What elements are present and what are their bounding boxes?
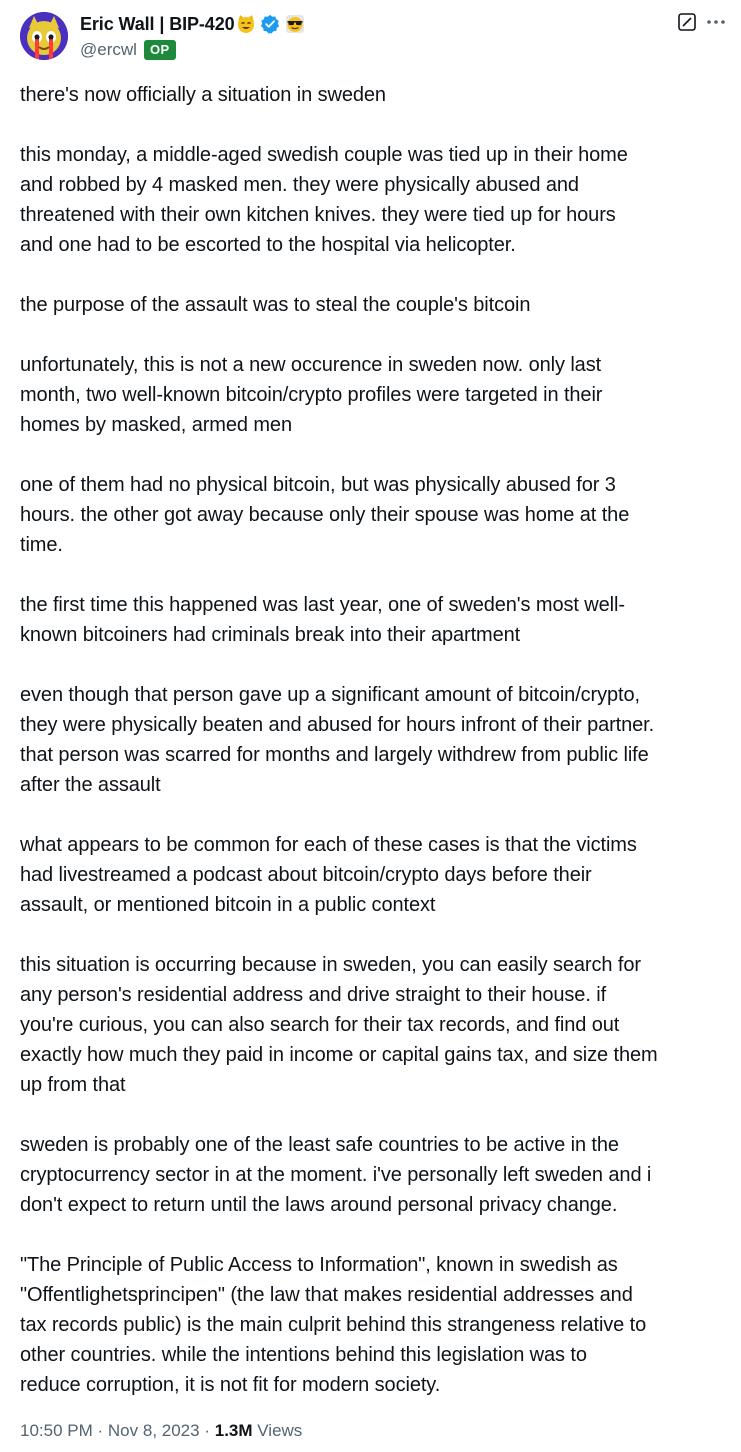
tweet-text xyxy=(20,80,732,1400)
avatar[interactable] xyxy=(20,12,68,60)
op-badge: OP xyxy=(144,40,176,60)
tweet-date[interactable]: Nov 8, 2023 xyxy=(107,1421,200,1440)
more-icon[interactable] xyxy=(705,12,727,32)
tweet-paragraph: the purpose of the assault was to steal the couple's bitcoin xyxy=(20,294,531,316)
smiling-cat-face-icon xyxy=(236,14,256,34)
tweet-paragraph: even though that person gave up a significant amount of bitcoin/crypto, they were physically beaten and abused for hours infront of their partner. that person was scarred for months and largely withdrew from public life after the assault xyxy=(20,684,655,796)
tweet-paragraph: the first time this happened was last year, one of sweden's most well- known bitcoiners had criminals break into their apartment xyxy=(20,594,625,646)
avatar-image xyxy=(20,12,68,60)
tweet-paragraph: what appears to be common for each of these cases is that the victims had livestreamed a podcast about bitcoin/crypto days before their assault, or mentioned bitcoin in a public context xyxy=(20,834,637,916)
views-count[interactable]: 1.3M xyxy=(214,1421,253,1440)
author-info xyxy=(80,12,647,62)
tweet-meta xyxy=(20,1418,302,1444)
author-handle[interactable]: @ercwl xyxy=(80,40,137,59)
tweet-paragraph: this monday, a middle-aged swedish couple was tied up in their home and robbed by 4 masked men. they were physically abused and threatened with their own kitchen knives. they were tied up for hours and one had to be escorted to the hospital via helicopter. xyxy=(20,144,628,256)
tweet-paragraph: there's now officially a situation in sweden xyxy=(20,84,386,106)
tweet-time[interactable]: 10:50 PM xyxy=(20,1421,93,1440)
display-name[interactable]: Eric Wall | BIP-420 xyxy=(80,13,235,34)
verified-badge-icon[interactable] xyxy=(260,14,280,34)
tweet-paragraph: "The Principle of Public Access to Information", known in swedish as "Offentlighetsprincipen" (the law that makes residential addresses and tax records public) is the main culprit behind this strangeness relative to other countries. while the intentions behind this legislation was to reduce corruption, it is not fit for modern society. xyxy=(20,1254,647,1396)
name-row xyxy=(80,12,647,36)
handle-row xyxy=(80,38,647,62)
views-label: Views xyxy=(257,1421,303,1440)
tweet-header xyxy=(20,8,727,66)
tweet-paragraph: unfortunately, this is not a new occurence in sweden now. only last month, two well-known bitcoin/crypto profiles were targeted in their homes by masked, armed men xyxy=(20,354,603,436)
edit-icon[interactable] xyxy=(677,12,697,32)
cool-face-icon xyxy=(285,14,305,34)
meta-separator: · xyxy=(97,1421,104,1440)
header-actions xyxy=(677,12,727,32)
meta-separator: · xyxy=(204,1421,210,1440)
tweet-paragraph: sweden is probably one of the least safe countries to be active in the cryptocurrency sector in at the moment. i've personally left sweden and i don't expect to return until the laws around personal privacy change. xyxy=(20,1134,652,1216)
tweet-paragraph: one of them had no physical bitcoin, but was physically abused for 3 hours. the other got away because only their spouse was home at the time. xyxy=(20,474,630,556)
tweet-paragraph: this situation is occurring because in sweden, you can easily search for any person's residential address and drive straight to their house. if you're curious, you can also search for their tax records, and find out exactly how much they paid in income or capital gains tax, and size them up from that xyxy=(20,954,658,1096)
